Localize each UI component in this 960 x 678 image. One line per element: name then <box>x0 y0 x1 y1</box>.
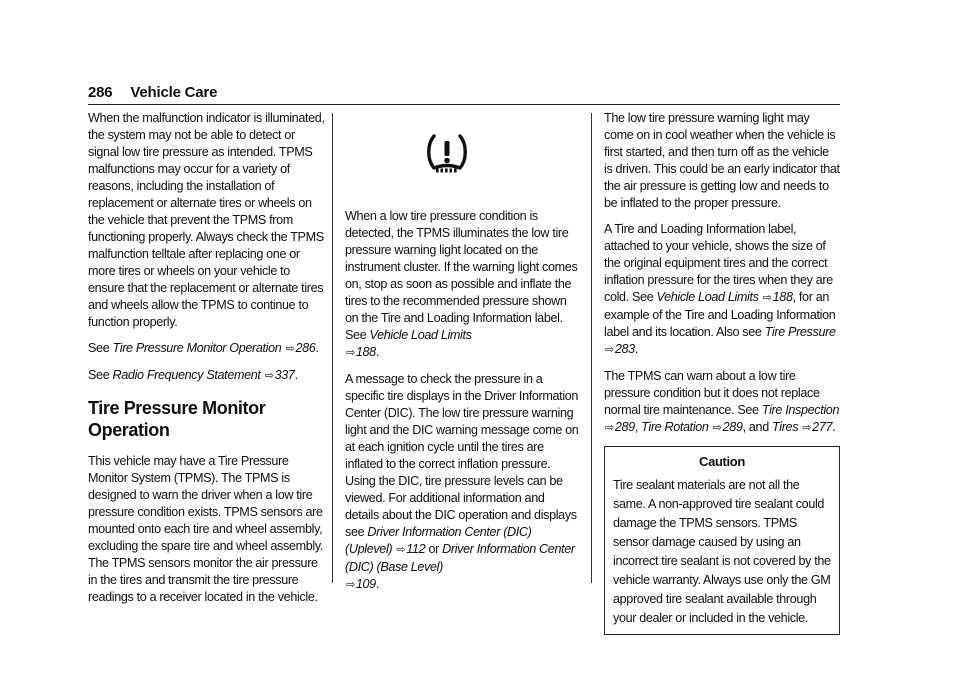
link-vehicle-load-limits[interactable]: Vehicle Load Limits <box>369 328 472 342</box>
page-arrow-icon: ⇨ <box>712 422 722 434</box>
header-rule <box>88 104 840 105</box>
link-vehicle-load-limits[interactable]: Vehicle Load Limits <box>656 290 759 304</box>
page-arrow-icon: ⇨ <box>762 292 772 304</box>
caution-box <box>604 446 840 635</box>
link-dic-uplevel[interactable]: Driver Information Center (DIC) (Uplevel) <box>345 525 532 556</box>
link-tire-pressure-monitor-operation[interactable]: Tire Pressure Monitor Operation <box>112 341 282 355</box>
link-tires[interactable]: Tires <box>772 420 799 434</box>
link-tire-pressure[interactable]: Tire Pressure <box>764 325 836 339</box>
caution-title: Caution <box>699 454 745 469</box>
see-reference-1: See Tire Pressure Monitor Operation ⇨286. <box>88 341 319 355</box>
low-pressure-paragraph: When a low tire pressure condition is detected, the TPMS illuminates the low tire pressure warning light located on the instrument cluster. If the warning light comes on, stop as soon as possible and inflate the tires to the recommended pressure shown on the Tire and Loading Information label. See Vehicle Load Limits ⇨188. <box>345 209 578 359</box>
link-radio-frequency-statement[interactable]: Radio Frequency Statement <box>112 368 261 382</box>
column-3 <box>604 110 840 635</box>
malfunction-paragraph: When the malfunction indicator is illuminated, the system may not be able to detect or signal low tire pressure as intended. TPMS malfunctions may occur for a variety of reasons, including the installation of replacement or alternate tires or wheels on the vehicle that prevent the TPMS from functioning properly. Always check the TPMS malfunction telltale after replacing one or more tires or wheels on your vehicle to ensure that the replacement or alternate tires and wheels allow the TPMS to continue to function properly. <box>88 111 325 329</box>
link-tire-inspection[interactable]: Tire Inspection <box>761 403 840 417</box>
caution-body: Tire sealant materials are not all the same. A non-approved tire sealant could damage the TPMS sensors. TPMS sensor damage caused by using an incorrect tire sealant is not covered by the vehicle warranty. Always use only the GM approved tire sealant available through your dealer or included in the vehicle. <box>613 478 831 625</box>
column-divider-2 <box>591 113 592 583</box>
page-header <box>88 84 840 101</box>
link-dic-base-level[interactable]: Driver Information Center (DIC) (Base Level) <box>345 542 575 574</box>
page-arrow-icon: ⇨ <box>802 422 812 434</box>
column-2 <box>345 110 581 603</box>
page-arrow-icon: ⇨ <box>264 370 274 382</box>
dic-message-paragraph: A message to check the pressure in a specific tire displays in the Driver Information Center (DIC). The low tire pressure warning light and the DIC warning message come on at each ignition cycle until the tires are inflated to the correct inflation pressure. Using the DIC, tire pressure levels can be viewed. For additional information and details about the DIC operation and displays see Driver Information Center (DIC) (Uplevel) ⇨112 or Driver Information Center (DIC) (Base Level) ⇨109. <box>345 372 579 591</box>
section-title: Vehicle Care <box>130 84 218 101</box>
page-number: 286 <box>88 84 113 101</box>
page-arrow-icon: ⇨ <box>605 422 614 434</box>
section-heading: Tire Pressure Monitor Operation <box>88 398 266 440</box>
tpms-intro-paragraph: This vehicle may have a Tire Pressure Monitor System (TPMS). The TPMS is designed to warn the driver when a low tire pressure condition exists. TPMS sensors are mounted onto each tire and wheel assembly, excluding the spare tire and wheel assembly. The TPMS sensors monitor the air pressure in the tires and transmit the tire pressure readings to a receiver located in the vehicle. <box>88 454 323 604</box>
tpms-warning-icon <box>425 132 469 174</box>
maintenance-paragraph: The TPMS can warn about a low tire pressure condition but it does not replace normal tire maintenance. See Tire Inspection ⇨289, Tire Rotation ⇨289, and Tires ⇨277. <box>604 369 840 434</box>
column-1 <box>88 110 328 615</box>
loading-label-paragraph: A Tire and Loading Information label, attached to your vehicle, shows the size of the original equipment tires and the correct inflation pressure for the tires when they are cold. See Vehicle Load Limits ⇨188, for an example of the Tire and Loading Information label and its location. Also see Tire Pressure ⇨283. <box>604 222 836 356</box>
see-reference-2: See Radio Frequency Statement ⇨337. <box>88 368 298 382</box>
page-arrow-icon: ⇨ <box>285 343 295 355</box>
link-tire-rotation[interactable]: Tire Rotation <box>641 420 709 434</box>
page-arrow-icon: ⇨ <box>346 347 355 359</box>
cool-weather-paragraph: The low tire pressure warning light may come on in cool weather when the vehicle is first started, and then turn off as the vehicle is driven. This could be an early indicator that the air pressure is getting low and needs to be inflated to the proper pressure. <box>604 111 840 210</box>
page-arrow-icon: ⇨ <box>605 344 614 356</box>
column-divider-1 <box>332 113 333 583</box>
page-arrow-icon: ⇨ <box>346 579 355 591</box>
page-arrow-icon: ⇨ <box>396 544 406 556</box>
